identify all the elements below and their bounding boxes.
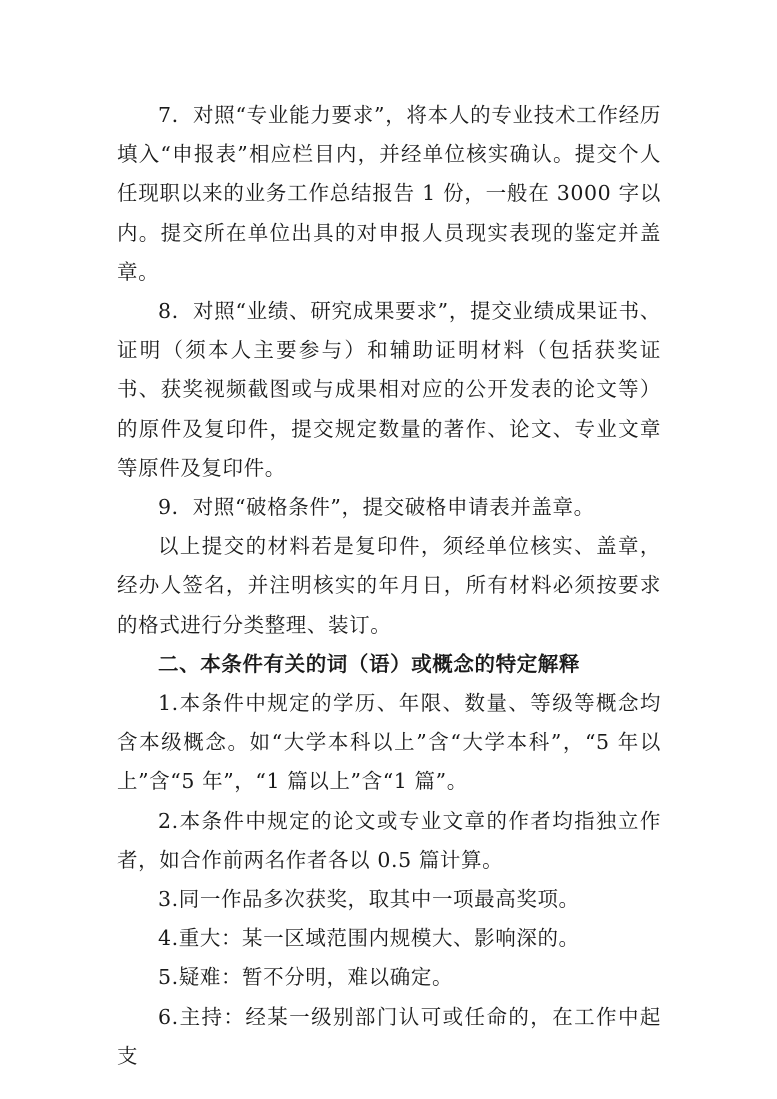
section-heading: 二、本条件有关的词（语）或概念的特定解释 <box>158 651 580 676</box>
definition-item-3: 3.同一作品多次获奖，取其中一项最高奖项。 <box>158 887 580 912</box>
paragraph-item-7: 7．对照“专业能力要求”，将本人的专业技术工作经历填入“申报表”相应栏目内，并经单位核实确认。提交个人任现职以来的业务工作总结报告 1 份，一般在 3000 字以内。提交所在单位出具的对申报人员现实表现的鉴定并盖章。 <box>117 103 661 284</box>
definition-item-4: 4.重大：某一区域范围内规模大、影响深的。 <box>158 926 580 951</box>
definition-item-5: 5.疑难：暂不分明，难以确定。 <box>158 965 454 990</box>
definition-item-1: 1.本条件中规定的学历、年限、数量、等级等概念均含本级概念。如“大学本科以上”含“大学本科”，“5 年以上”含“5 年”，“1 篇以上”含“1 篇”。 <box>117 691 661 794</box>
definition-item-2: 2.本条件中规定的论文或专业文章的作者均指独立作者，如合作前两名作者各以 0.5 篇计算。 <box>117 808 661 872</box>
definition-item-6: 6.主持：经某一级别部门认可或任命的，在工作中起支 <box>117 1004 661 1068</box>
document-body <box>117 96 661 1076</box>
paragraph-materials-note: 以上提交的材料若是复印件，须经单位核实、盖章，经办人签名，并注明核实的年月日，所有材料必须按要求的格式进行分类整理、装订。 <box>117 534 661 637</box>
paragraph-item-8: 8．对照“业绩、研究成果要求”，提交业绩成果证书、证明（须本人主要参与）和辅助证明材料（包括获奖证书、获奖视频截图或与成果相对应的公开发表的论文等）的原件及复印件，提交规定数量的著作、论文、专业文章等原件及复印件。 <box>117 299 661 480</box>
paragraph-item-9: 9．对照“破格条件”，提交破格申请表并盖章。 <box>158 495 595 520</box>
